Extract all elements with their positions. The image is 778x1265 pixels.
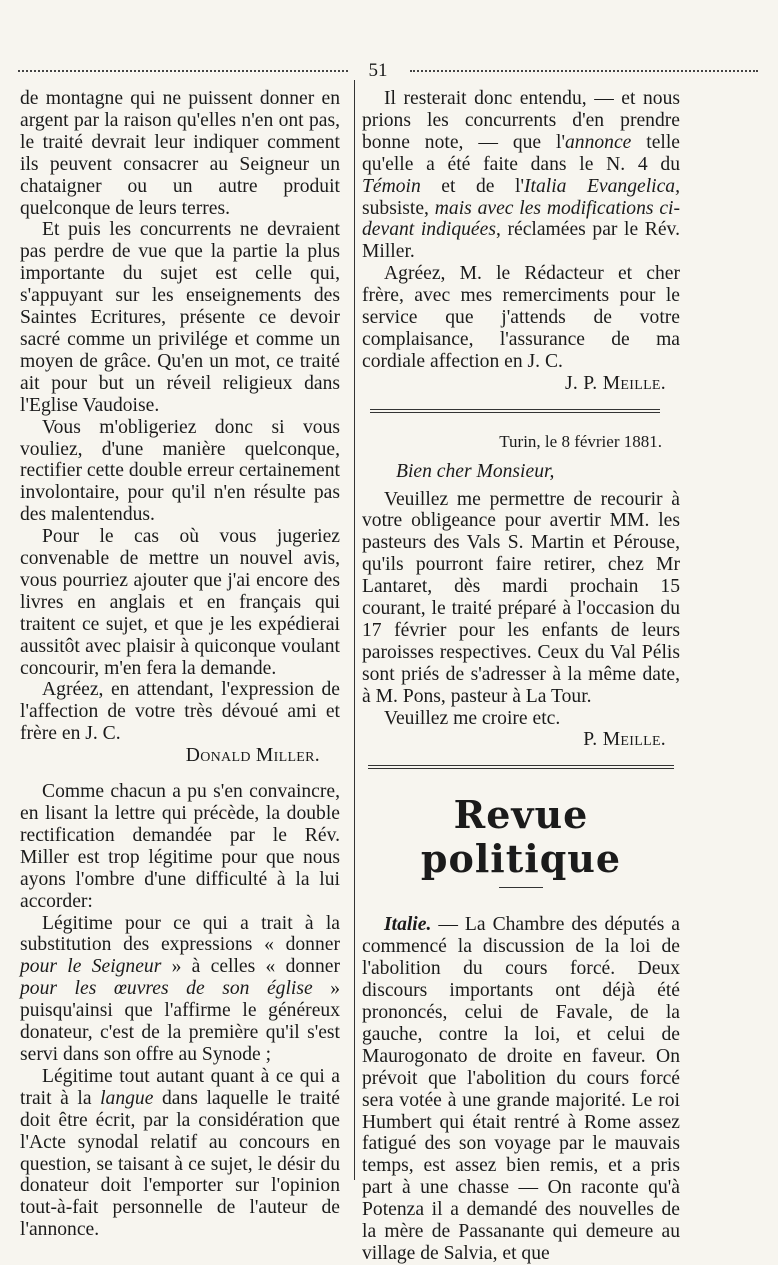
italic-text: annonce	[564, 131, 632, 153]
text-run: dans laquelle le traité doit être écrit, par la considération que l'Acte synodal relatif au concours en question, se taisant à ce sujet, le désir du donateur doit l'emporter sur l'opinion tout-à-fait personnelle de l'auteur de l'annonce.	[20, 1087, 340, 1241]
place-date: Turin, le 8 février 1881.	[499, 431, 662, 451]
header-rule-left	[18, 70, 348, 72]
spacer	[20, 767, 340, 781]
paragraph: de montagne qui ne puissent donner en argent par la raison qu'elles n'en ont pas, le traité devrait leur indiquer comment ils peuvent consacrer au Seigneur un chataigner ou un autre produit quelconque de leurs terres.	[20, 88, 340, 219]
text-run: Légitime tout autant quant à ce qui a trait à la	[20, 1065, 340, 1109]
text-run: » à celles « donner	[161, 956, 340, 978]
italic-text: mais avec les modifications ci-devant indiquées	[362, 197, 680, 241]
text-run: subsiste,	[362, 197, 435, 219]
signature: Donald Miller.	[185, 745, 320, 767]
paragraph: Et puis les concurrents ne devraient pas perdre de vue que la partie la plus importante du sujet est celle qui, s'appuyant sur les enseignements des Saintes Ecritures, présente ce devoir sacré comme un privilége et comme un moyen de grâce. Qu'en un mot, ce traité ait pour but un réveil religieux dans l'Eglise Vaudoise.	[20, 219, 340, 416]
signature: J. P. Meille.	[564, 372, 666, 394]
italic-text: pour les œuvres de son église	[20, 978, 313, 1000]
run-head: Italie.	[384, 914, 432, 936]
left-column	[20, 88, 340, 1241]
italic-text: langue	[100, 1087, 154, 1109]
section-title: Revue politique	[420, 792, 622, 882]
paragraph: Comme chacun a pu s'en convaincre, en lisant la lettre qui précède, la double rectification demandée par le Rév. Miller est trop légitime pour que nous ayons l'ombre d'une difficulté à la lui accorder:	[20, 781, 340, 912]
salutation: Bien cher Monsieur,	[396, 460, 555, 482]
paragraph: Veuillez me permettre de recourir à votre obligeance pour avertir MM. les pasteurs des Vals S. Martin et Pérouse, qu'ils pourront faire retirer, chez Mr Lantaret, dès mardi prochain 15 courant, le traité préparé à l'occasion du 17 février pour les enfants de leurs paroisses respectives. Ceux du Val Pélis sont priés de s'adresser à la même date, à M. Pons, pasteur à La Tour.	[362, 488, 680, 707]
paragraph: Agréez, M. le Rédacteur et cher frère, avec mes remerciments pour le service que j'attends de votre complaisance, l'assurance de ma cordiale affection en J. C.	[362, 263, 680, 372]
double-rule	[368, 765, 674, 769]
text-run: telle qu'elle a été faite dans le N. 4 du	[362, 131, 681, 175]
paragraph	[20, 1066, 340, 1241]
header-rule-right	[410, 70, 758, 72]
paragraph: Pour le cas où vous jugeriez convenable de mettre un nouvel avis, vous pourriez ajouter que j'ai encore des livres en anglais et en français qui traitent ce sujet, et que je les expédierai aussitôt avec plaisir à quiconque voulant concourir, m'en fera la demande.	[20, 526, 340, 679]
paragraph	[20, 913, 340, 1066]
paragraph	[362, 914, 680, 1265]
text-run: Il resterait donc entendu, — et nous prions les concurrents d'en prendre bonne note, — que l'	[362, 88, 680, 153]
text-run: , réclamées par le Rév. Miller.	[362, 219, 680, 263]
paragraph: Vous m'obligeriez donc si vous vouliez, d'une manière quelconque, rectifier cette double erreur certainement involontaire, pour qu'il n'en résulte pas des malentendus.	[20, 416, 340, 526]
text-run: — La Chambre des députés a commencé la discussion de la loi de l'abolition du cours forcé. Deux discours importants ont déjà été prononcés, celui de Favale, de la gauche, contre la loi, et celui de Maurogonato de droite en faveur. On prévoit que l'abolition du cours forcé sera votée à une grande majorité. Le roi Humbert qui était rentré à Rome assez fatigué des son voyage par le mauvais temps, est assez bien remis, et a pris part à une chasse — On raconte qu'à Potenza il a demandé des nouvelles de la mère de Passanante qui demeure au village de Salvia, et que	[362, 914, 680, 1264]
column-divider	[354, 80, 355, 1180]
signature: P. Meille.	[583, 729, 666, 751]
text-run: et de l'	[420, 175, 524, 197]
title-rule	[499, 887, 543, 888]
italic-text: Témoin	[362, 175, 421, 197]
right-column	[362, 88, 680, 1265]
text-run: » puisqu'ainsi que l'affirme le généreux donateur, c'est de la première qu'il s'est servi dans son offre au Synode ;	[20, 978, 340, 1065]
italic-text: pour le Seigneur	[20, 956, 162, 978]
paragraph	[362, 88, 680, 263]
text-run: Légitime pour ce qui a trait à la substitution des expressions « donner	[20, 912, 340, 956]
page-number: 51	[368, 60, 388, 81]
paragraph: Agréez, en attendant, l'expression de l'affection de votre très dévoué ami et frère en J. C.	[20, 679, 340, 745]
paragraph: Veuillez me croire etc.	[384, 707, 561, 729]
page-header	[18, 58, 758, 82]
double-rule	[370, 409, 660, 413]
italic-text: Italia Evangelica,	[523, 175, 680, 197]
